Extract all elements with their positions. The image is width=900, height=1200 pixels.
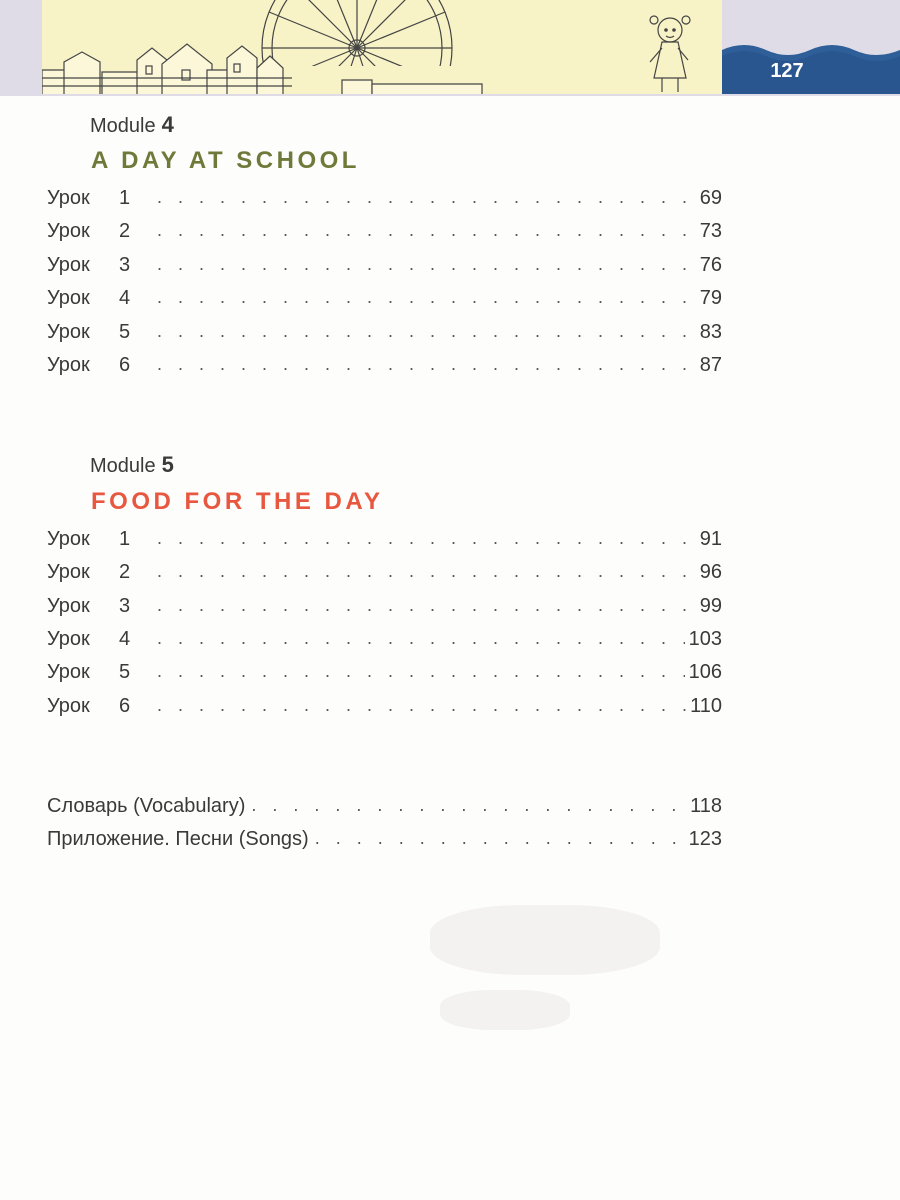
dot-leader <box>157 219 694 241</box>
module-5-label <box>90 453 174 478</box>
dot-leader <box>157 353 694 375</box>
toc-page-number: 118 <box>690 795 722 817</box>
toc-entry-label: Урок 6 <box>47 695 131 717</box>
dot-leader <box>157 594 694 616</box>
toc-page-number: 106 <box>688 661 722 683</box>
toc-entry-label: Приложение. Песни (Songs) <box>47 828 309 850</box>
toc-entry-label: Урок 4 <box>47 287 131 309</box>
dot-leader <box>157 627 685 649</box>
toc-entry-label: Урок 1 <box>47 528 131 550</box>
dot-leader <box>157 527 694 549</box>
toc-entry-label: Урок 2 <box>47 220 131 242</box>
toc-entry-label: Урок 3 <box>47 595 131 617</box>
toc-page-number: 87 <box>699 354 722 376</box>
toc-page-number: 96 <box>699 561 722 583</box>
paper-shadow <box>430 905 660 975</box>
toc-row[interactable] <box>47 349 722 377</box>
toc-row-songs[interactable] <box>47 823 722 851</box>
module-5-title: FOOD FOR THE DAY <box>91 488 384 515</box>
toc-page-number: 73 <box>699 220 722 242</box>
dot-leader <box>157 560 694 582</box>
toc-row[interactable] <box>47 623 722 651</box>
toc-row[interactable] <box>47 590 722 618</box>
toc-entry-label: Урок 4 <box>47 628 131 650</box>
paper-shadow <box>440 990 570 1030</box>
toc-page-number: 69 <box>699 187 722 209</box>
toc-row-vocabulary[interactable] <box>47 790 722 818</box>
module-word: Module <box>90 115 156 137</box>
toc-page-number: 110 <box>690 695 722 717</box>
toc-entry-label: Урок 5 <box>47 661 131 683</box>
toc-row[interactable] <box>47 215 722 243</box>
toc-entry-label: Словарь (Vocabulary) <box>47 795 246 817</box>
module-4-label <box>90 113 174 138</box>
toc-page-number: 79 <box>699 287 722 309</box>
toc-page-number: 103 <box>688 628 722 650</box>
dot-leader <box>315 827 685 849</box>
toc-entry-label: Урок 5 <box>47 321 131 343</box>
toc-page-number: 76 <box>699 254 722 276</box>
toc-page-number: 91 <box>699 528 722 550</box>
toc-row[interactable] <box>47 523 722 551</box>
toc-row[interactable] <box>47 316 722 344</box>
city-skyline-illustration <box>42 0 722 94</box>
toc-row[interactable] <box>47 182 722 210</box>
page-number: 127 <box>770 60 804 82</box>
toc-page-number: 83 <box>699 321 722 343</box>
module-word: Module <box>90 455 156 477</box>
module-number: 4 <box>161 112 174 137</box>
toc-row[interactable] <box>47 656 722 684</box>
module-4-title: A DAY AT SCHOOL <box>91 147 360 174</box>
page-header <box>0 0 900 96</box>
dot-leader <box>157 186 694 208</box>
toc-row[interactable] <box>47 249 722 277</box>
dot-leader <box>157 253 694 275</box>
toc-entry-label: Урок 6 <box>47 354 131 376</box>
dot-leader <box>157 286 694 308</box>
toc-entry-label: Урок 1 <box>47 187 131 209</box>
toc-entry-label: Урок 3 <box>47 254 131 276</box>
toc-row[interactable] <box>47 282 722 310</box>
dot-leader <box>157 694 686 716</box>
toc-entry-label: Урок 2 <box>47 561 131 583</box>
dot-leader <box>157 660 685 682</box>
module-number: 5 <box>161 452 174 477</box>
toc-row[interactable] <box>47 690 722 718</box>
toc-row[interactable] <box>47 556 722 584</box>
toc-page-number: 99 <box>699 595 722 617</box>
toc-page-number: 123 <box>688 828 722 850</box>
dot-leader <box>157 320 694 342</box>
dot-leader <box>251 794 686 816</box>
